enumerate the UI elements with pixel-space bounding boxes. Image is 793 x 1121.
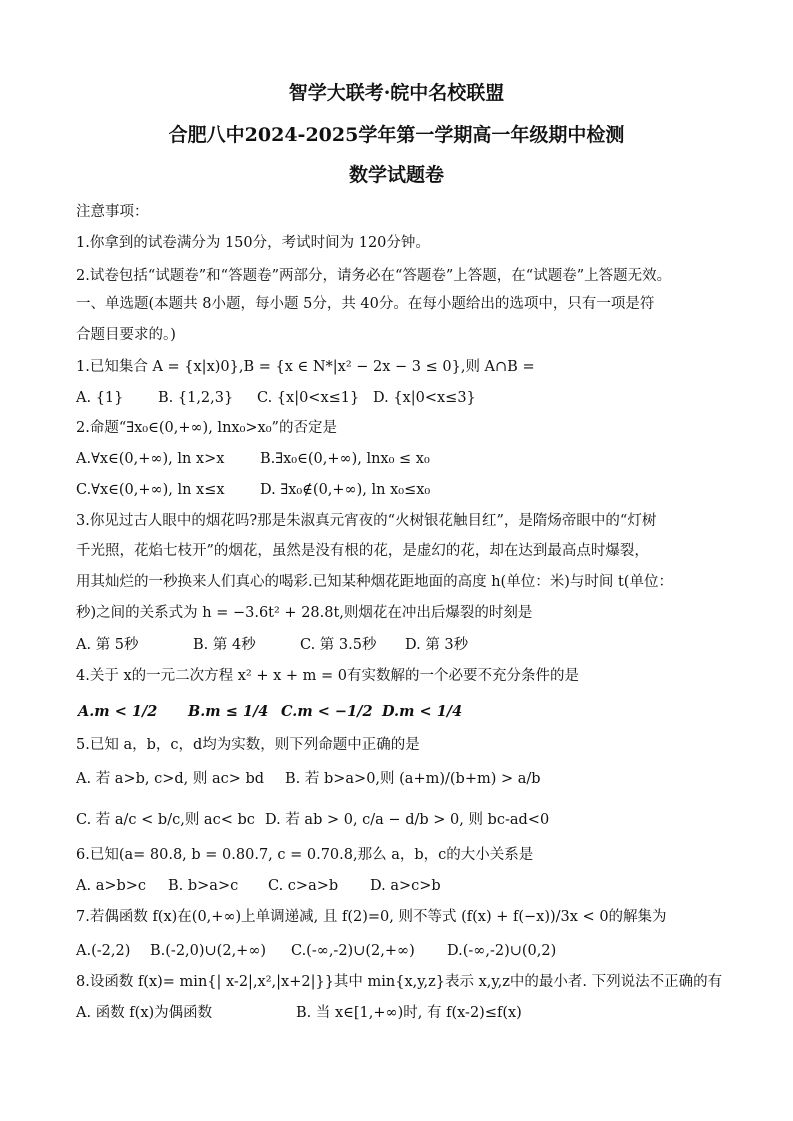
question-6-option-b: B. b>a>c bbox=[168, 878, 239, 894]
question-7-option-c: C.(-∞,-2)∪(2,+∞) bbox=[291, 943, 415, 959]
question-4-option-d: D.m < 1/4 bbox=[382, 703, 463, 720]
question-3-stem-line-1: 3.你见过古人眼中的烟花吗?那是朱淑真元宵夜的“火树银花触目红”，是隋炀帝眼中的“灯树 bbox=[76, 513, 657, 529]
question-2-option-b: B.∃x₀∈(0,+∞), lnx₀ ≤ x₀ bbox=[260, 451, 430, 467]
question-8-option-b: B. 当 x∈[1,+∞)时, 有 f(x-2)≤f(x) bbox=[296, 1005, 522, 1021]
question-4-stem: 4.关于 x的一元二次方程 x² + x + m = 0有实数解的一个必要不充分条件的是 bbox=[76, 668, 579, 684]
question-4-option-a: A.m < 1/2 bbox=[78, 703, 158, 720]
question-3-option-d: D. 第 3秒 bbox=[405, 637, 469, 653]
question-3-stem-line-4: 秒)之间的关系式为 h = −3.6t² + 28.8t,则烟花在冲出后爆裂的时刻是 bbox=[76, 605, 533, 621]
question-6-option-d: D. a>c>b bbox=[370, 878, 441, 894]
question-6-stem: 6.已知(a= 80.8, b = 0.80.7, c = 0.70.8,那么 a，b，c的大小关系是 bbox=[76, 847, 534, 863]
question-5-option-b: B. 若 b>a>0,则 (a+m)/(b+m) > a/b bbox=[285, 771, 541, 787]
question-1-option-b: B. {1,2,3} bbox=[158, 390, 234, 406]
question-1-stem: 1.已知集合 A = {x|x)0},B = {x ∈ N*|x² − 2x − 3 ≤ 0},则 A∩B = bbox=[76, 359, 535, 375]
question-7-option-a: A.(-2,2) bbox=[76, 943, 131, 959]
notice-item-2: 2.试卷包括“试题卷”和“答题卷”两部分，请务必在“答题卷”上答题，在“试题卷”上答题无效。 bbox=[76, 268, 672, 284]
question-8-stem: 8.设函数 f(x)= min{| x-2|,x²,|x+2|}}其中 min{x,y,z}表示 x,y,z中的最小者. 下列说法不正确的有 bbox=[76, 974, 723, 990]
question-3-stem-line-2: 千光照，花焰七枝开”的烟花，虽然是没有根的花，是虚幻的花，却在达到最高点时爆裂， bbox=[76, 543, 649, 559]
question-1-option-a: A. {1} bbox=[76, 390, 124, 406]
question-4-option-b: B.m ≤ 1/4 bbox=[188, 703, 269, 720]
question-7-option-b: B.(-2,0)∪(2,+∞) bbox=[150, 943, 267, 959]
question-2-stem: 2.命题“∃x₀∈(0,+∞), lnx₀>x₀”的否定是 bbox=[76, 420, 337, 436]
question-5-option-a: A. 若 a>b, c>d, 则 ac> bd bbox=[76, 771, 265, 787]
question-7-stem: 7.若偶函数 f(x)在(0,+∞)上单调递减, 且 f(2)=0, 则不等式 (f(x) + f(−x))/3x < 0的解集为 bbox=[76, 909, 667, 925]
question-5-option-d: D. 若 ab > 0, c/a − d/b > 0, 则 bc-ad<0 bbox=[265, 812, 550, 828]
question-1-option-c: C. {x|0<x≤1} bbox=[257, 390, 360, 406]
question-8-option-a: A. 函数 f(x)为偶函数 bbox=[76, 1005, 213, 1021]
question-3-option-a: A. 第 5秒 bbox=[76, 637, 139, 653]
notice-item-1: 1.你拿到的试卷满分为 150分，考试时间为 120分钟。 bbox=[76, 235, 430, 251]
question-6-option-c: C. c>a>b bbox=[268, 878, 339, 894]
question-2-option-d: D. ∃x₀∉(0,+∞), ln x₀≤x₀ bbox=[260, 482, 431, 498]
question-4-option-c: C.m < −1/2 bbox=[281, 703, 373, 720]
question-6-option-a: A. a>b>c bbox=[76, 878, 147, 894]
question-3-option-b: B. 第 4秒 bbox=[193, 637, 256, 653]
question-3-option-c: C. 第 3.5秒 bbox=[300, 637, 377, 653]
question-3-stem-line-3: 用其灿烂的一秒换来人们真心的喝彩.已知某种烟花距地面的高度 h(单位：米)与时间 t(单位： bbox=[76, 574, 673, 590]
question-1-option-d: D. {x|0<x≤3} bbox=[373, 390, 476, 406]
exam-school-title: 合肥八中2024-2025学年第一学期高一年级期中检测 bbox=[168, 124, 625, 146]
question-2-option-c: C.∀x∈(0,+∞), ln x≤x bbox=[76, 482, 225, 498]
question-2-option-a: A.∀x∈(0,+∞), ln x>x bbox=[76, 451, 225, 467]
notice-heading: 注意事项： bbox=[76, 204, 149, 220]
section-heading-line-1: 一、单选题(本题共 8小题，每小题 5分，共 40分。在每小题给出的选项中，只有一项是符 bbox=[76, 296, 655, 312]
question-7-option-d: D.(-∞,-2)∪(0,2) bbox=[447, 943, 557, 959]
section-heading-line-2: 合题目要求的。) bbox=[76, 327, 176, 343]
question-5-stem: 5.已知 a，b，c，d均为实数，则下列命题中正确的是 bbox=[76, 737, 420, 753]
exam-subject-title: 数学试题卷 bbox=[348, 164, 444, 186]
question-5-option-c: C. 若 a/c < b/c,则 ac< bc bbox=[76, 812, 255, 828]
exam-alliance-title: 智学大联考·皖中名校联盟 bbox=[288, 82, 505, 104]
